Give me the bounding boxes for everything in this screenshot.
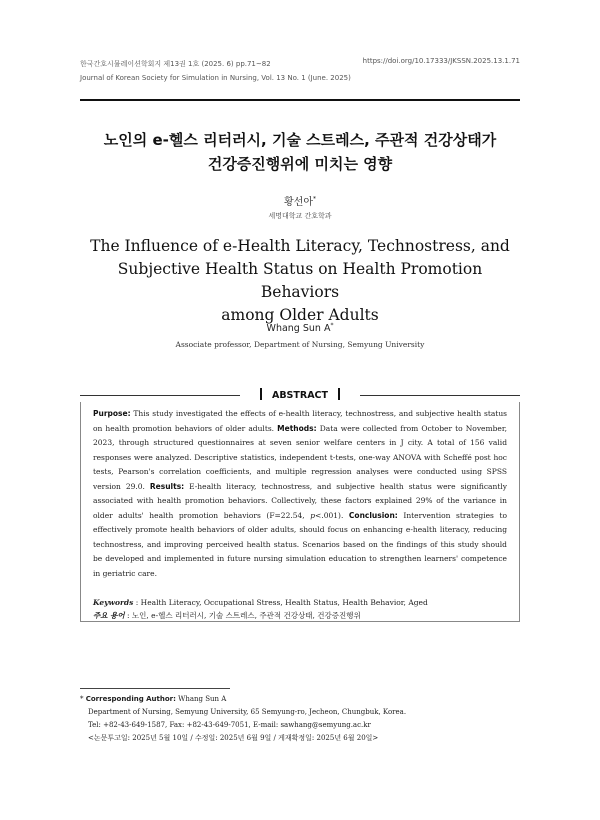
footnote-contact: Tel: +82-43-649-1587, Fax: +82-43-649-7051, E-mail: sawhang@semyung.ac.kr [88,721,371,729]
p-value-symbol: p [310,510,316,520]
header-rule [80,99,520,101]
author-korean [0,193,600,208]
abstract-rule-right [360,395,520,396]
results-text: E-health literacy, technostress, and subjective health status were significantly associated with health promotion behaviors. Collectively, these factors explained 29% of the variance in older adults' health promotion behaviors (F=22.54, [93,481,507,520]
keywords-english [93,596,507,609]
abstract-rule-left [80,395,240,396]
keywords-ko-text: 노인, e-헬스 리터러시, 기술 스트레스, 주관적 건강상태, 건강증진행위 [131,611,361,620]
doi-link[interactable]: https://doi.org/10.17333/JKSSN.2025.13.1.71 [362,57,520,65]
methods-text: Data were collected from October to November, 2023, through structured questionnaires at seven senior welfare centers in J city. A total of 156 valid responses were analyzed. Descriptive statistics, independent t-tests, one-way ANOVA with Scheffé post hoc tests, Pearson's correlation coefficients, and multiple regression analyses were conducted using SPSS version 29.0. [93,423,507,491]
footnote-rule [80,688,230,689]
keywords-korean [93,609,507,622]
title-korean-line-1: 노인의 e-헬스 리터러시, 기술 스트레스, 주관적 건강상태가 [103,131,497,149]
title-english-line-3: among Older Adults [221,306,379,324]
corresponding-author [80,693,520,706]
p-value-text: <.001). [315,510,349,520]
keywords-ko-sep: : [124,611,132,620]
corresponding-label: Corresponding Author: [85,695,176,703]
title-korean-line-2: 건강증진행위에 미치는 영향 [207,155,393,173]
affiliation-english: Associate professor, Department of Nursing, Semyung University [175,340,425,349]
affiliation-korean: 세명대학교 간호학과 [268,212,332,220]
purpose-label: Purpose: [93,409,131,418]
title-english-line-2: Subjective Health Status on Health Promotion Behaviors [117,260,483,301]
purpose-text: This study investigated the effects of e-health literacy, technostress, and subjective health status on health promotion behaviors of older adults. [93,409,507,433]
abstract-bar-left [260,388,262,400]
author-korean-mark: * [312,195,316,203]
footnote [80,693,520,745]
title-english-line-1: The Influence of e-Health Literacy, Technostress, and [90,237,510,255]
journal-header [80,57,351,85]
author-english [0,322,600,334]
conclusion-label: Conclusion: [348,510,398,520]
keywords-en-sep: : [133,598,141,607]
methods-label: Methods: [277,423,317,433]
keywords-block [93,596,507,622]
results-label: Results: [149,481,185,491]
journal-citation-en: Journal of Korean Society for Simulation in Nursing, Vol. 13 No. 1 (June. 2025) [80,74,351,82]
journal-citation-ko: 한국간호시뮬레이션학회지 제13권 1호 (2025. 6) pp.71~82 [80,60,271,68]
author-korean-name: 황선아 [284,197,313,208]
footnote-mark: * [80,695,84,703]
abstract-label: ABSTRACT [271,390,329,401]
title-korean [80,128,520,176]
title-english [80,235,520,327]
keywords-en-label: Keywords [93,598,134,607]
footnote-address: Department of Nursing, Semyung University, 65 Semyung-ro, Jecheon, Chungbuk, Korea. [88,708,407,716]
footnote-dates: <논문투고일: 2025년 5월 10일 / 수정일: 2025년 6월 9일 / 게재확정일: 2025년 6월 20일> [88,734,379,742]
abstract-body [93,407,507,581]
keywords-ko-label: 주요 용어 [93,611,125,620]
abstract-heading [240,388,360,401]
conclusion-text: Intervention strategies to effectively promote health behaviors of older adults, should focus on enhancing e-health literacy, reducing technostress, and improving perceived health status. Scenarios based on the findings of this study should be developed and implemented in future nursing simulation education to strengthen learners' competence in geriatric care. [93,510,507,578]
abstract-bar-right [338,388,340,400]
author-english-name: Whang Sun A [266,323,331,335]
keywords-en-text: Health Literacy, Occupational Stress, Health Status, Health Behavior, Aged [140,598,428,607]
author-english-mark: * [330,322,334,329]
corresponding-name: Whang Sun A [175,695,227,703]
